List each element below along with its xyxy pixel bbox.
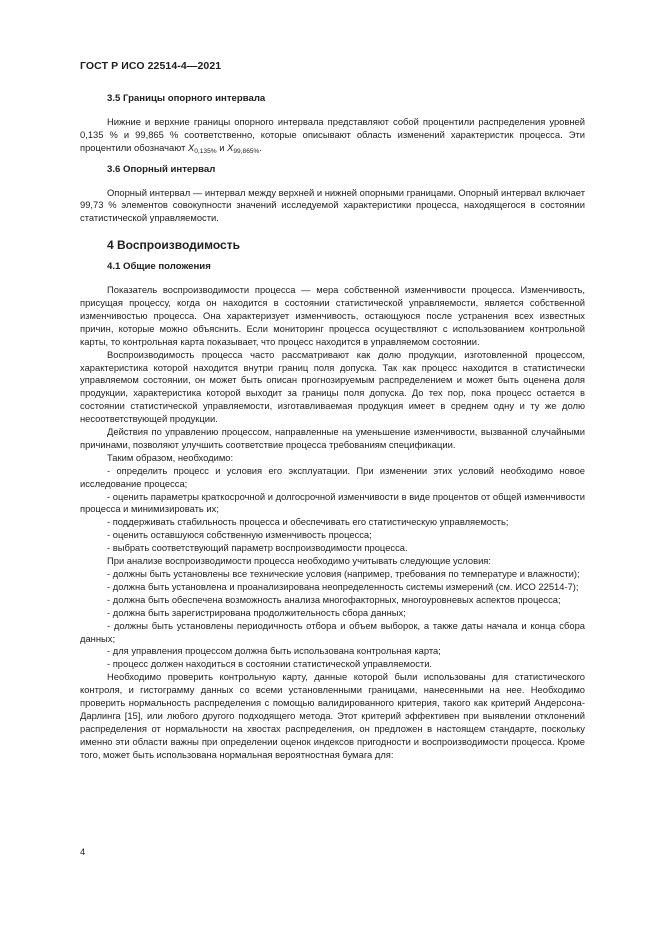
symbol-x-high: X [227,141,234,153]
standard-code-header: ГОСТ Р ИСО 22514-4—2021 [80,60,222,72]
section-3-5-text-and: и [216,141,228,153]
list-1-item: - поддерживать стабильность процесса и обеспечивать его статистическую управляемость; [107,516,509,528]
section-3-6-title: 3.6 Опорный интервал [107,163,216,175]
list-2-item: - должна быть обеспечена возможность анализа многофакторных, многоуровневых аспектов процесса; [107,593,561,605]
list-2-item: - должны быть установлены все технические условия (например, требования по температуре и влажности); [107,568,580,579]
list-2-item: - процесс должен находиться в состоянии статистической управляемости. [107,658,433,670]
section-4-1-title: 4.1 Общие положения [107,261,211,273]
list-2-item: - должны быть установлены периодичность отбора и объем выборок, а также даты начала и конца сбора данных; [80,619,585,644]
page-body [80,93,585,762]
list-1-item: - выбрать соответствующий параметр воспроизводимости процесса. [107,542,408,554]
section-3-5-title: 3.5 Границы опорного интервала [107,93,266,104]
paragraph-4: Таким образом, необходимо: [107,451,234,463]
list-1-item: - оценить параметры краткосрочной и долгосрочной изменчивости в виде процентов от общей изменчивости процесса и минимизировать их; [80,490,585,515]
symbol-x-low: X [188,141,195,153]
section-3-6-text: Опорный интервал — интервал между верхней и нижней опорными границами. Опорный интервал включает 99,73 % элементов совокупности значений исследуемой характеристики процесса, находящегося в состоянии статистической управляемости. [80,186,585,224]
page-number: 4 [80,846,86,857]
list-2-item: - должна быть установлена и проанализирована неопределенность системы измерений (см. ИСО 22514-7); [107,580,579,592]
section-3-5-text [80,116,585,155]
section-3-5-text-a: Нижние и верхние границы опорного интервала представляют собой процентили распределения уровней 0,135 % и 99,865 % соответственно, которые описывают область изменений характеристик процесса. Эти процентили обозначают [80,115,585,153]
subscript-low: 0,135% [194,147,217,155]
paragraph-5: При анализе воспроизводимости процесса необходимо учитывать следующие условия: [107,555,491,567]
subscript-high: 99,865% [233,147,260,155]
list-1-item: - определить процесс и условия его эксплуатации. При изменении этих условий необходимо новое исследование процесса; [80,464,585,489]
paragraph-3: Действия по управлению процессом, направленные на уменьшение изменчивости, вызванной случайными причинами, позволяют улучшить соответствие процесса требованиям спецификации. [80,426,585,450]
paragraph-6: Необходимо проверить контрольную карту, данные которой были использованы для статистического контроля, и гистограмму данных со всеми установленными границами, нанесенными на нее. Необходимо проверить нормальность распределения с помощью валидированного критерия, такого как критерий Андерсона-Дарлинга [15], или любого другого подходящего метода. Этот критерий эффективен при выявлении отклонений распределения от нормальности на хвостах распределения, он предложен в настоящем стандарте, поскольку именно эти области важны при определении оценок индексов пригодности и воспроизводимости процесса. Кроме того, может быть использована нормальная вероятностная бумага для: [80,671,585,760]
paragraph-1: Показатель воспроизводимости процесса — мера собственной изменчивости процесса. Изменчивость, присущая процессу, когда он находится в состоянии статистической управляемости, является собственной изменчивостью процесса. Она характеризует изменчивость, остающуюся после устранения всех известных причин, которые можно объяснить. Если мониторинг процесса осуществляют с использованием контрольной карты, то контрольная карта показывает, что процесс находится в управляемом состоянии. [80,284,585,347]
section-3-5-text-end: . [259,141,262,153]
section-4-title: 4 Воспроизводимость [107,238,240,253]
list-2-item: - должна быть зарегистрирована продолжительность сбора данных; [107,606,406,618]
paragraph-2: Воспроизводимость процесса часто рассматривают как долю продукции, изготовленной процессом, характеристика которой находится внутри границ поля допуска. Так как процесс находится в статистически управляемом состоянии, он может быть описан прогнозируемым распределением и может быть оценена доля продукции, характеристика которой выходит за границы поля допуска. До тех пор, пока процесс остается в состоянии статистической управляемости, изготавливаемая продукция имеет в среднем одну и ту же долю несоответствующей продукции. [80,348,585,425]
list-2-item: - для управления процессом должна быть использована контрольная карта; [107,645,441,657]
list-1-item: - оценить оставшуюся собственную изменчивость процесса; [107,529,372,541]
